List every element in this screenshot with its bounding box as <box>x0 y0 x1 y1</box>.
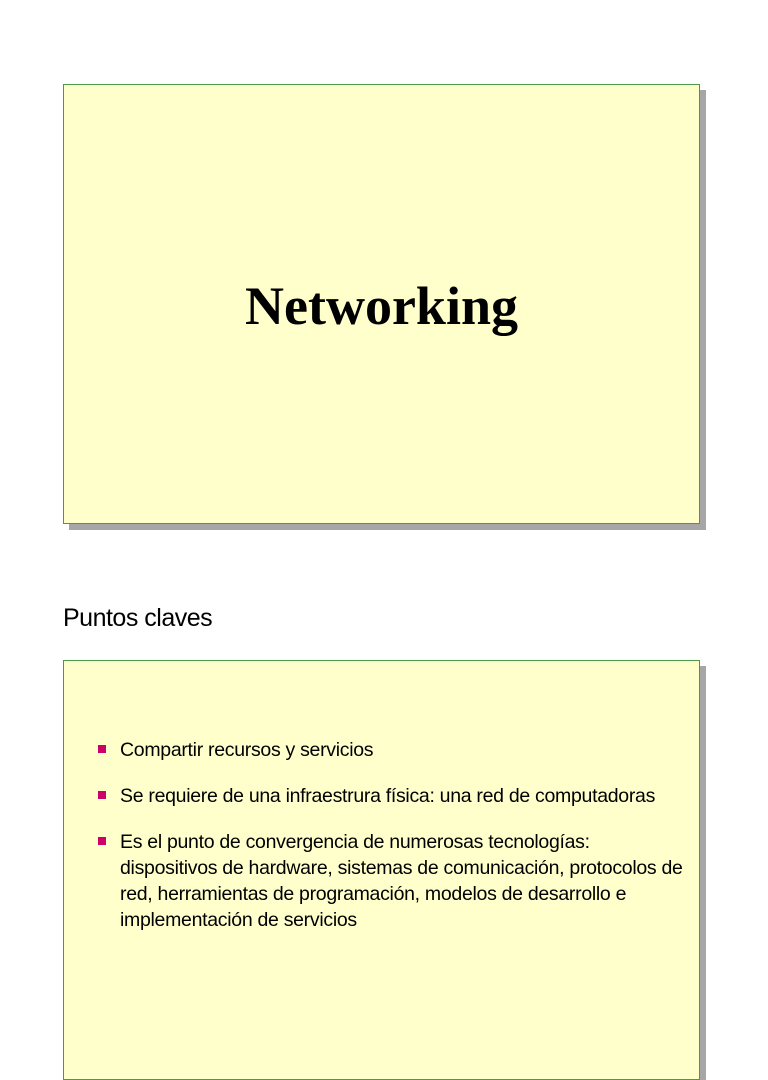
bullet-item <box>98 783 688 809</box>
title-slide <box>63 84 700 524</box>
section-heading: Puntos claves <box>63 604 213 632</box>
square-bullet-icon <box>98 745 106 753</box>
content-slide <box>63 660 700 1080</box>
bullet-text: Se requiere de una infraestrura física: una red de computadoras <box>120 785 656 807</box>
square-bullet-icon <box>98 791 106 799</box>
square-bullet-icon <box>98 837 106 845</box>
bullet-text: Compartir recursos y servicios <box>120 739 374 761</box>
bullet-text: Es el punto de convergencia de numerosas tecnologías: dispositivos de hardware, sistemas de comunicación, protocolos de red, herramientas de programación, modelos de desarrollo e implementación de servicios <box>120 831 683 931</box>
bullet-list <box>98 737 688 953</box>
bullet-item <box>98 737 688 763</box>
slide-title: Networking <box>245 276 518 336</box>
bullet-item <box>98 829 688 933</box>
